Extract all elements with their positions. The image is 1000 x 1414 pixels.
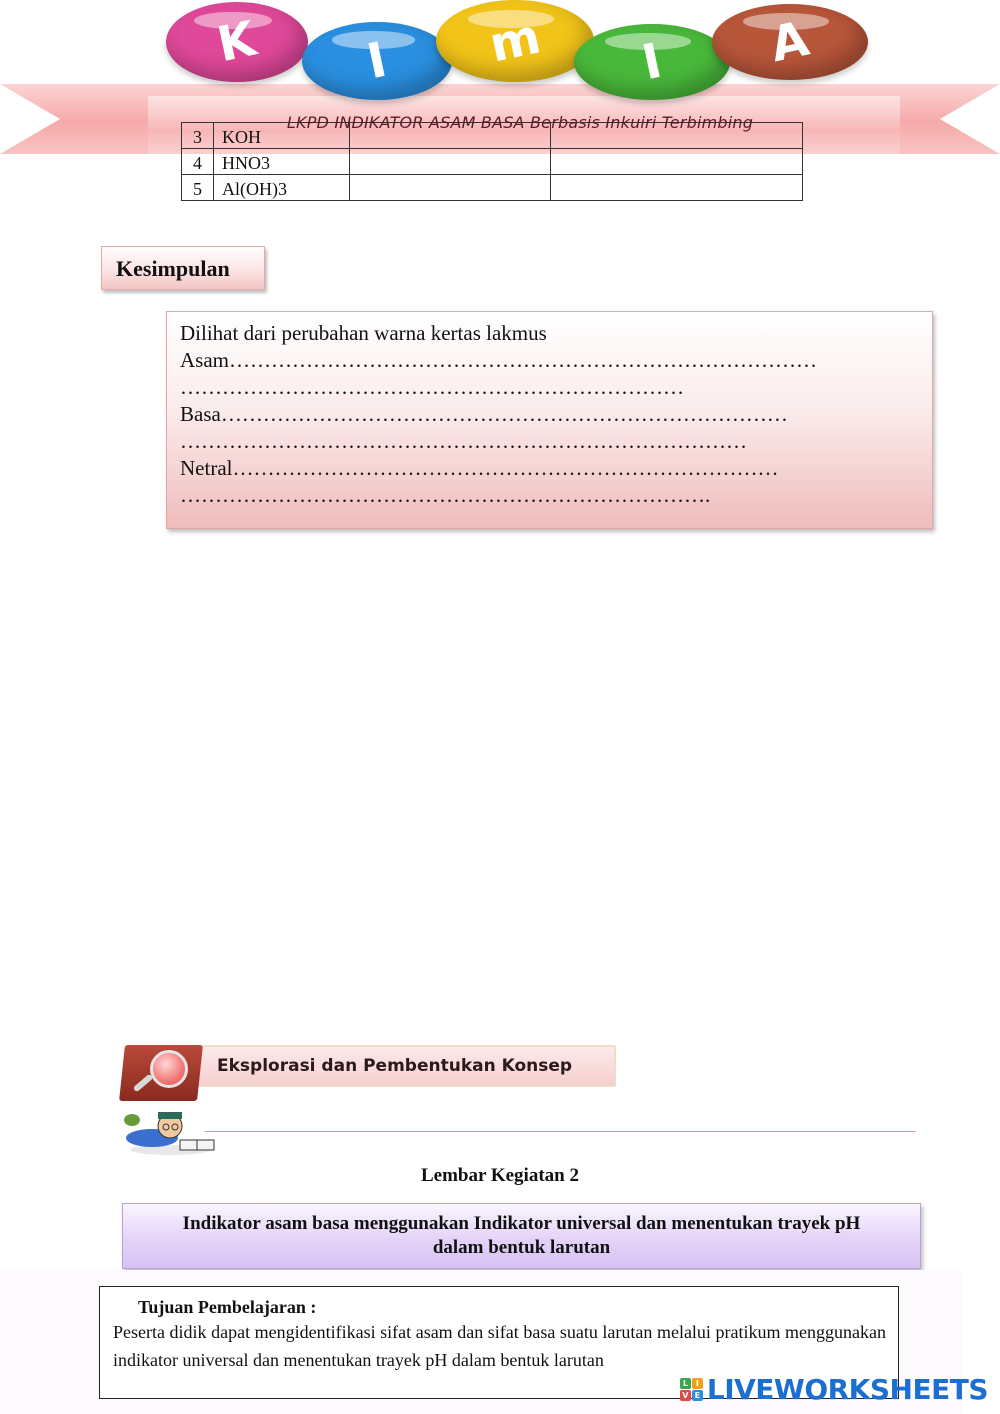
table-row [182,149,803,175]
reading-student-icon [122,1106,218,1156]
kimia-ball-a: A [712,4,868,80]
kesimpulan-label: Kesimpulan [101,246,265,290]
kesimpulan-asam-cont[interactable]: ……………………………………………………………… [180,375,684,399]
section-divider [205,1131,916,1132]
row-compound: HNO3 [214,149,350,175]
kesimpulan-box [166,311,933,529]
kimia-ball-m: m [436,0,594,82]
liveworksheets-logo[interactable] [680,1373,988,1406]
row-answer-cell[interactable] [350,149,551,175]
row-answer-cell[interactable] [551,149,803,175]
liveworksheets-text: LIVEWORKSHEETS [706,1373,988,1406]
indikator-line-1: Indikator asam basa menggunakan Indikator universal dan menentukan trayek pH [182,1213,861,1234]
row-compound: Al(OH)3 [214,175,350,201]
table-row [182,175,803,201]
magnifier-icon [150,1050,188,1088]
kesimpulan-basa[interactable]: Basa……………………………………………………………………… [180,402,788,426]
row-compound: KOH [214,123,350,149]
tujuan-body: Peserta didik dapat mengidentifikasi sifat asam dan sifat basa suatu larutan melalui pratikum menggunakan indikator universal dan menentukan trayek pH dalam bentuk larutan [113,1322,886,1370]
indikator-box [122,1203,921,1269]
header-title: LKPD INDIKATOR ASAM BASA Berbasis Inkuiri Terbimbing [286,113,754,132]
liveworksheets-grid-icon: L I V E [680,1378,703,1401]
row-number: 3 [182,123,214,149]
row-answer-cell[interactable] [350,175,551,201]
kimia-ball-i: I [302,22,452,100]
kesimpulan-line: Dilihat dari perubahan warna kertas lakmus [180,321,547,345]
kimia-ball-k: K [166,2,308,82]
kesimpulan-netral-cont[interactable]: …………………………………………………………………. [180,483,711,507]
kesimpulan-netral[interactable]: Netral…………………………………………………………………… [180,456,779,480]
lembar-kegiatan-title: Lembar Kegiatan 2 [421,1165,579,1186]
kesimpulan-asam[interactable]: Asam………………………………………………………………………… [180,348,817,372]
eksplorasi-banner: Eksplorasi dan Pembentukan Konsep [190,1045,616,1087]
kimia-ball-i2: I [574,24,730,100]
kesimpulan-basa-cont[interactable]: ……………………………………………………………………… [180,429,747,453]
row-answer-cell[interactable] [551,175,803,201]
indikator-line-2: dalam bentuk larutan [432,1237,611,1258]
tujuan-heading: Tujuan Pembelajaran : [138,1297,317,1317]
row-number: 5 [182,175,214,201]
data-table [181,122,803,201]
row-number: 4 [182,149,214,175]
